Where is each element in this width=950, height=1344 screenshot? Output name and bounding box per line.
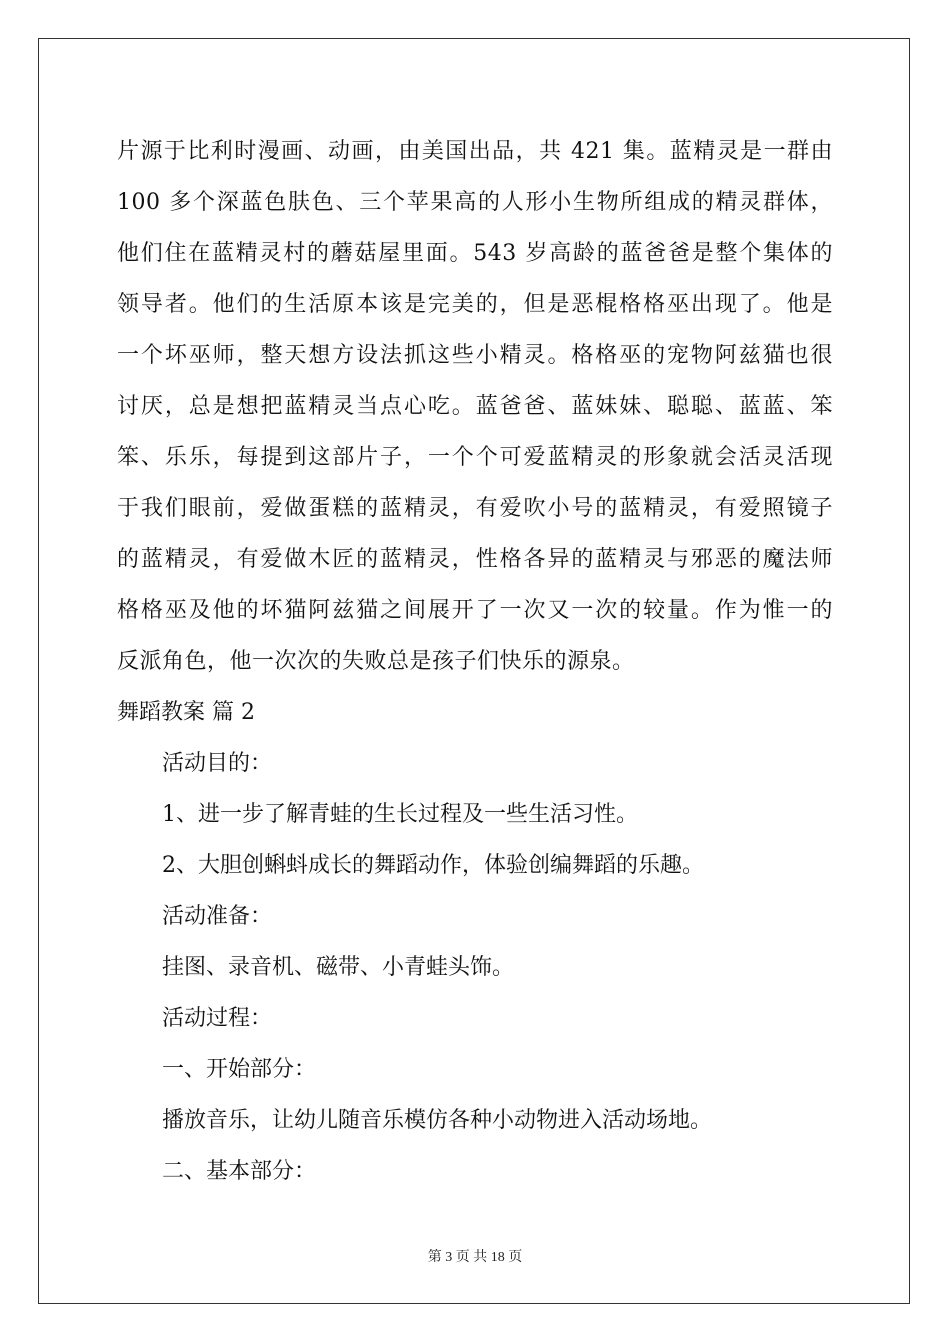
document-body	[117, 126, 833, 1197]
list-item: 1、进一步了解青蛙的生长过程及一些生活习性。	[162, 802, 638, 827]
intro-line: 一个坏巫师，整天想方设法抓这些小精灵。格格巫的宠物阿兹猫也很	[117, 343, 833, 368]
intro-line: 笨、乐乐，每提到这部片子，一个个可爱蓝精灵的形象就会活灵活现	[117, 445, 833, 470]
list-item: 二、基本部分：	[162, 1159, 317, 1184]
page-number: 第 3 页 共 18 页	[427, 1250, 523, 1265]
list-item: 2、大胆创蝌蚪成长的舞蹈动作，体验创编舞蹈的乐趣。	[162, 853, 704, 878]
section-heading: 舞蹈教案 篇 2	[117, 700, 255, 725]
intro-line: 反派角色，他一次次的失败总是孩子们快乐的源泉。	[117, 649, 635, 674]
list-item: 活动准备：	[162, 904, 273, 929]
intro-line: 讨厌，总是想把蓝精灵当点心吃。蓝爸爸、蓝妹妹、聪聪、蓝蓝、笨	[117, 394, 833, 419]
intro-line: 100 多个深蓝色肤色、三个苹果高的人形小生物所组成的精灵群体，	[117, 190, 833, 215]
intro-line: 他们住在蓝精灵村的蘑菇屋里面。543 岁高龄的蓝爸爸是整个集体的	[117, 241, 833, 266]
list-item: 活动目的：	[162, 751, 273, 776]
intro-line: 片源于比利时漫画、动画，由美国出品，共 421 集。蓝精灵是一群由	[117, 139, 833, 164]
list-item: 挂图、录音机、磁带、小青蛙头饰。	[162, 955, 515, 980]
list-item: 一、开始部分：	[162, 1057, 317, 1082]
list-item: 活动过程：	[162, 1006, 273, 1031]
intro-line: 格格巫及他的坏猫阿兹猫之间展开了一次又一次的较量。作为惟一的	[117, 598, 833, 623]
intro-line: 的蓝精灵，有爱做木匠的蓝精灵，性格各异的蓝精灵与邪恶的魔法师	[117, 547, 833, 572]
intro-line: 于我们眼前，爱做蛋糕的蓝精灵，有爱吹小号的蓝精灵，有爱照镜子	[117, 496, 833, 521]
intro-line: 领导者。他们的生活原本该是完美的，但是恶棍格格巫出现了。他是	[117, 292, 833, 317]
list-item: 播放音乐，让幼儿随音乐模仿各种小动物进入活动场地。	[162, 1108, 713, 1133]
